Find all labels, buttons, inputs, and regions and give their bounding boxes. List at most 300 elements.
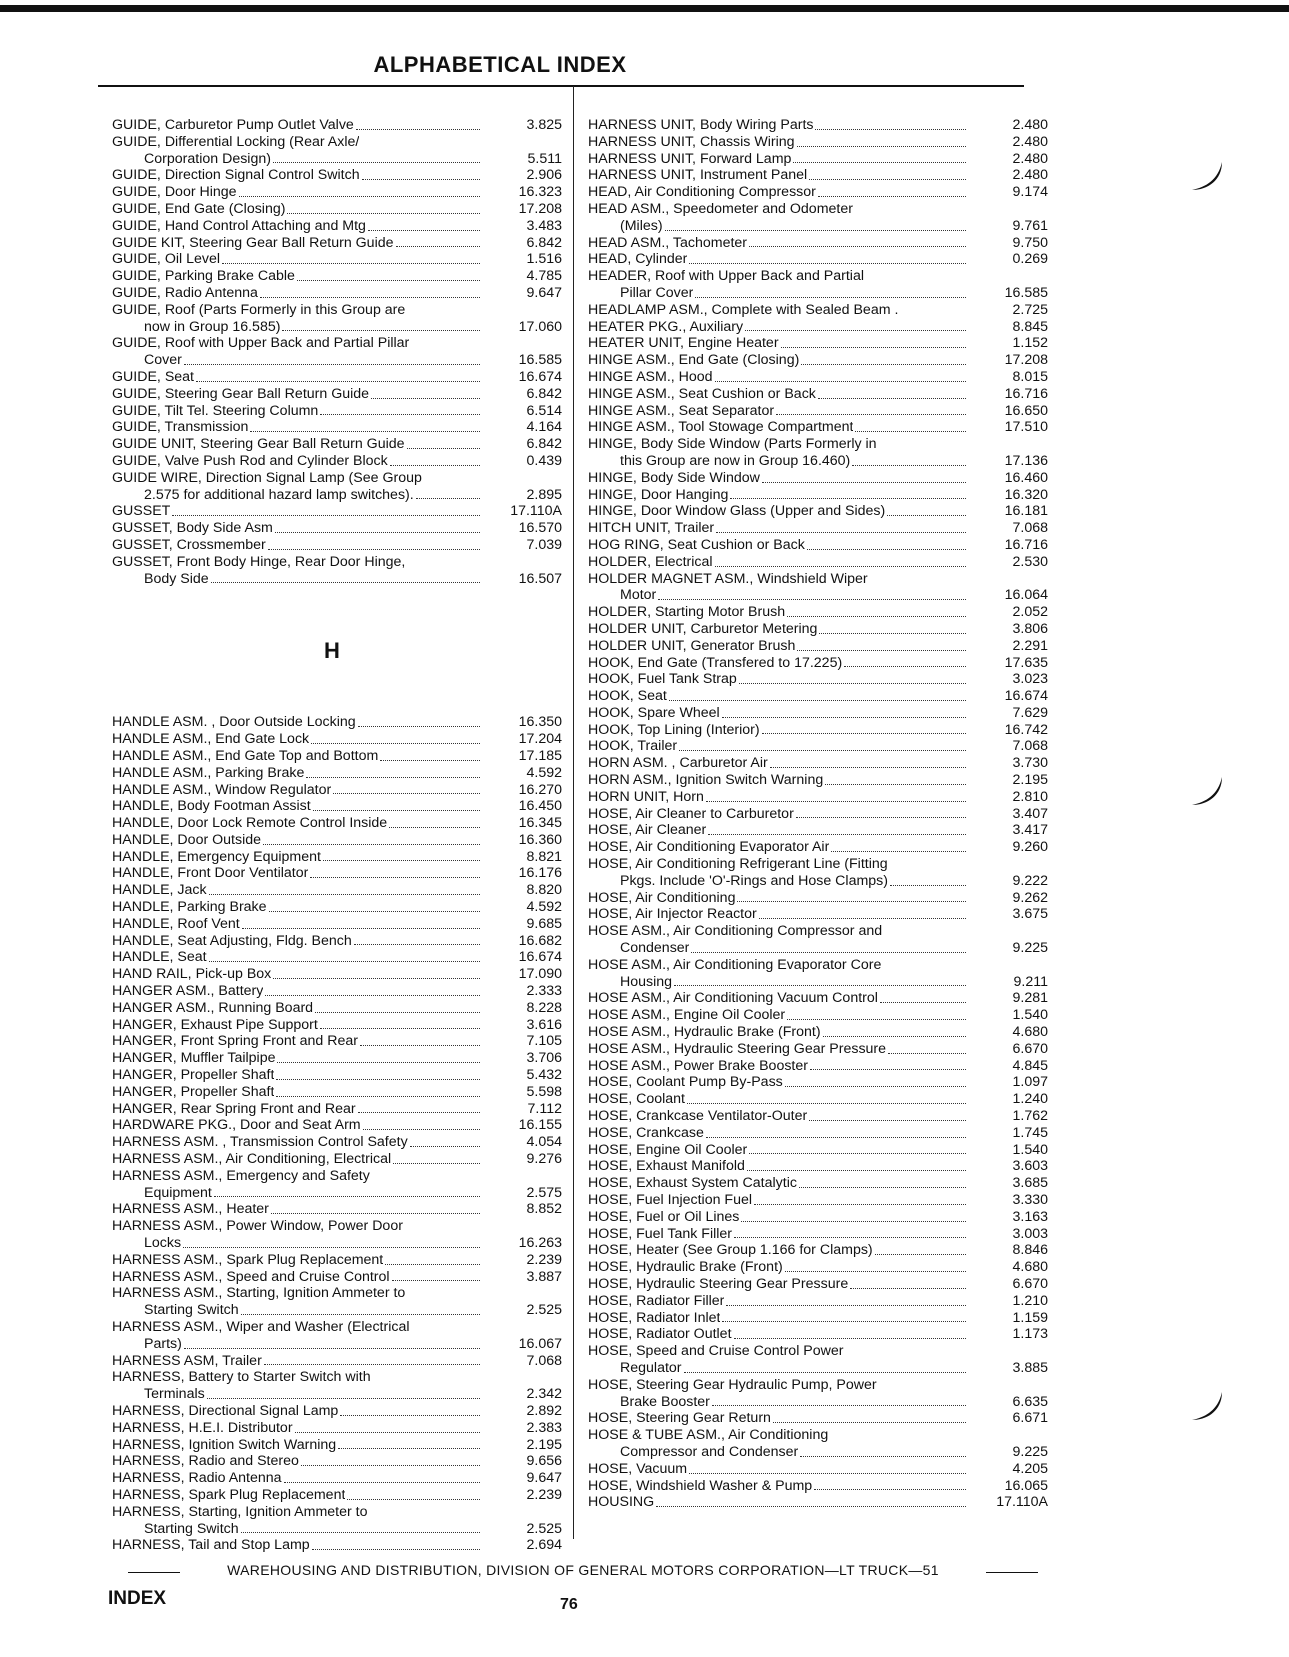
index-entry <box>588 688 1048 705</box>
index-entry <box>588 1310 1048 1327</box>
index-entry <box>588 151 1048 168</box>
entry-text: HORN UNIT, Horn <box>588 788 704 805</box>
dot-leader <box>815 128 966 130</box>
group-number: 2.195 <box>1012 772 1048 789</box>
dot-leader <box>823 1035 966 1037</box>
entry-text: HOOK, Spare Wheel <box>588 704 720 721</box>
dot-leader <box>311 742 480 744</box>
index-entry <box>112 1218 562 1235</box>
index-entry <box>588 705 1048 722</box>
entry-text: HOSE, Hydraulic Steering Gear Pressure <box>588 1275 849 1292</box>
entry-text: GUIDE, Door Hinge <box>112 184 237 201</box>
dot-leader <box>715 380 966 382</box>
dot-leader <box>844 665 966 667</box>
dot-leader <box>358 725 480 727</box>
dot-leader <box>787 615 966 617</box>
entry-text: HINGE ASM., Seat Separator <box>588 402 775 419</box>
group-number: 2.906 <box>526 167 562 184</box>
entry-text: HOOK, Seat <box>588 688 667 705</box>
dot-leader <box>416 497 480 499</box>
dot-leader <box>831 850 966 852</box>
dot-leader <box>333 792 480 794</box>
group-number: 2.575 <box>526 1184 562 1201</box>
group-number: 2.480 <box>1012 150 1048 167</box>
entry-text: GUIDE, Valve Push Rod and Cylinder Block <box>112 452 388 469</box>
entry-text: HOLDER MAGNET ASM., Windshield Wiper <box>588 570 868 587</box>
index-entry <box>112 1504 562 1521</box>
entry-text: HEAD ASM., Tachometer <box>588 234 748 251</box>
entry-text: HANDLE, Seat <box>112 949 207 966</box>
index-entry <box>112 1101 562 1118</box>
dot-leader <box>242 927 480 929</box>
group-number: 2.525 <box>526 1302 562 1319</box>
dot-leader <box>706 800 966 802</box>
dot-leader <box>372 1180 480 1181</box>
group-number: 17.510 <box>1004 419 1048 436</box>
entry-text: GUIDE, Seat <box>112 368 195 385</box>
entry-text: HOSE, Radiator Inlet <box>588 1309 721 1326</box>
group-number: 4.164 <box>526 419 562 436</box>
group-number: 1.540 <box>1012 1141 1048 1158</box>
dot-leader <box>260 296 480 298</box>
dot-leader <box>369 1516 480 1517</box>
index-entry <box>588 822 1048 839</box>
entry-text: HINGE ASM., Hood <box>588 368 713 385</box>
title-rule <box>98 85 1024 87</box>
index-entry <box>112 184 562 201</box>
index-entry <box>588 302 1048 319</box>
entry-text: HANDLE ASM., Parking Brake <box>112 764 305 781</box>
dot-leader <box>184 363 480 365</box>
index-entry <box>112 1453 562 1470</box>
dot-leader <box>284 1481 480 1483</box>
group-number: 5.511 <box>527 150 562 167</box>
group-number: 5.598 <box>526 1083 562 1100</box>
index-entry <box>588 1461 1048 1478</box>
group-number: 0.439 <box>526 452 562 469</box>
dot-leader <box>773 1421 966 1423</box>
dot-leader <box>389 826 480 828</box>
group-number: 3.330 <box>1012 1192 1048 1208</box>
dot-leader <box>852 464 966 466</box>
entry-text: GUIDE, Tilt Tel. Steering Column <box>112 402 319 419</box>
group-number: 2.383 <box>526 1419 562 1436</box>
index-entry <box>588 1024 1048 1041</box>
group-number: 16.360 <box>518 831 562 848</box>
group-number: 2.810 <box>1012 788 1048 805</box>
index-entry <box>588 604 1048 621</box>
group-number: 16.064 <box>1004 587 1048 604</box>
entry-text: GUIDE, Roof (Parts Formerly in this Group are <box>112 301 406 318</box>
group-number: 2.333 <box>526 983 562 1000</box>
group-number: 1.173 <box>1012 1326 1048 1343</box>
index-entry <box>588 990 1048 1007</box>
group-number: 16.323 <box>518 184 562 201</box>
dot-leader <box>368 229 480 231</box>
entry-text: HANDLE, Parking Brake <box>112 899 267 916</box>
group-number: 6.670 <box>1012 1275 1048 1292</box>
index-entry <box>588 890 1048 907</box>
dot-leader <box>407 566 480 567</box>
dot-leader <box>338 1447 480 1449</box>
index-entry <box>588 1108 1048 1125</box>
index-entry <box>112 1302 562 1319</box>
index-entry <box>588 352 1048 369</box>
dot-leader <box>407 1297 480 1298</box>
entry-text: HOSE ASM., Hydraulic Brake (Front) <box>588 1024 821 1041</box>
group-number: 0.269 <box>1012 251 1048 268</box>
index-entry <box>588 1410 1048 1427</box>
entry-text: Condenser <box>620 940 690 957</box>
dot-leader <box>807 548 966 550</box>
index-entry <box>588 1326 1048 1343</box>
dot-leader <box>340 1414 480 1416</box>
entry-text: HINGE ASM., Tool Stowage Compartment <box>588 419 854 436</box>
group-number: 8.852 <box>526 1201 562 1218</box>
group-number: 16.065 <box>1004 1477 1048 1494</box>
dot-leader <box>656 1505 966 1507</box>
index-list-guide-gusset <box>112 117 562 587</box>
index-entry <box>588 1226 1048 1243</box>
dot-leader <box>669 699 966 701</box>
dot-leader <box>241 1313 480 1315</box>
dot-leader <box>818 195 966 197</box>
index-entry <box>112 815 562 832</box>
group-number: 16.585 <box>518 352 562 369</box>
group-number: 7.112 <box>527 1100 562 1117</box>
index-entry <box>112 1470 562 1487</box>
dot-leader <box>268 548 480 550</box>
dot-leader <box>222 262 480 264</box>
entry-text: HARNESS UNIT, Body Wiring Parts <box>588 117 814 133</box>
dot-leader <box>762 481 966 483</box>
entry-text: HARNESS, Tail and Stop Lamp <box>112 1537 310 1554</box>
index-entry <box>112 218 562 235</box>
dot-leader <box>787 1018 966 1020</box>
dot-leader <box>196 380 480 382</box>
entry-text: HINGE, Body Side Window (Parts Formerly in <box>588 436 877 453</box>
entry-text: Body Side <box>144 570 209 587</box>
index-entry <box>588 1276 1048 1293</box>
group-number: 2.480 <box>1012 133 1048 150</box>
dot-leader <box>658 598 966 600</box>
dot-leader <box>172 514 480 516</box>
index-entry <box>112 470 562 487</box>
dot-leader <box>347 1498 480 1500</box>
footer-label: INDEX <box>108 1588 167 1609</box>
entry-text: HANDLE ASM., Window Regulator <box>112 781 332 798</box>
entry-text: HARNESS, H.E.I. Distributor <box>112 1419 293 1436</box>
index-entry <box>112 201 562 218</box>
index-entry <box>588 722 1048 739</box>
dot-leader <box>358 1111 480 1113</box>
dot-leader <box>410 1145 480 1147</box>
entry-text: HANDLE ASM., End Gate Lock <box>112 731 310 748</box>
group-number: 3.603 <box>1012 1158 1048 1175</box>
column-divider <box>573 86 574 1539</box>
group-number: 16.320 <box>1004 486 1048 503</box>
group-number: 9.276 <box>526 1151 562 1168</box>
entry-text: Equipment <box>144 1184 212 1201</box>
group-number: 3.730 <box>1012 755 1048 772</box>
index-entry <box>112 520 562 537</box>
dot-leader <box>737 900 966 902</box>
index-entry <box>588 873 1048 890</box>
entry-text: HOSE, Air Cleaner <box>588 822 707 839</box>
index-entry <box>588 571 1048 588</box>
entry-text: HARNESS ASM., Emergency and Safety <box>112 1167 370 1184</box>
index-entry <box>112 1521 562 1538</box>
group-number: 9.750 <box>1012 234 1048 251</box>
group-number: 6.635 <box>1012 1393 1048 1410</box>
dot-leader <box>287 212 480 214</box>
dot-leader <box>800 1455 966 1457</box>
dot-leader <box>689 262 966 264</box>
entry-text: HOSE & TUBE ASM., Air Conditioning <box>588 1427 829 1444</box>
group-number: 3.887 <box>526 1268 562 1285</box>
index-entry <box>112 849 562 866</box>
index-entry <box>112 1117 562 1134</box>
group-number: 1.762 <box>1012 1108 1048 1125</box>
index-entry <box>112 1319 562 1336</box>
dot-leader <box>879 448 966 449</box>
index-entry <box>112 765 562 782</box>
index-entry <box>112 731 562 748</box>
index-entry <box>112 1252 562 1269</box>
dot-leader <box>870 582 966 583</box>
group-number: 3.417 <box>1012 822 1048 839</box>
index-entry <box>588 403 1048 420</box>
group-number: 17.110A <box>510 503 562 520</box>
group-number: 16.716 <box>1004 385 1048 402</box>
index-entry <box>112 268 562 285</box>
index-entry <box>588 1242 1048 1259</box>
entry-text: HARNESS ASM., Heater <box>112 1201 269 1218</box>
dot-leader <box>793 161 966 163</box>
dot-leader <box>265 994 480 996</box>
dot-leader <box>250 430 480 432</box>
group-number: 9.262 <box>1012 889 1048 906</box>
entry-text: GUIDE KIT, Steering Gear Ball Return Guide <box>112 234 394 251</box>
index-entry <box>112 1168 562 1185</box>
entry-text: GUIDE UNIT, Steering Gear Ball Return Guide <box>112 436 405 453</box>
entry-text: HARNESS, Radio and Stereo <box>112 1453 299 1470</box>
dot-leader <box>301 1464 480 1466</box>
index-entry <box>588 470 1048 487</box>
dot-leader <box>405 1230 480 1231</box>
dot-leader <box>785 1270 966 1272</box>
dot-leader <box>320 413 480 415</box>
dot-leader <box>263 843 480 845</box>
group-number: 4.592 <box>526 764 562 781</box>
dot-leader <box>407 447 480 449</box>
entry-text: GUIDE, Carburetor Pump Outlet Valve <box>112 117 354 133</box>
dot-leader <box>361 146 480 147</box>
group-number: 17.208 <box>518 200 562 217</box>
dot-leader <box>209 893 480 895</box>
dot-leader <box>695 296 966 298</box>
dot-leader <box>819 632 966 634</box>
dot-leader <box>356 128 480 130</box>
entry-text: GUIDE, Transmission <box>112 419 249 436</box>
dot-leader <box>276 1078 480 1080</box>
entry-text: HARNESS ASM., Wiper and Washer (Electrical <box>112 1319 410 1335</box>
dot-leader <box>396 245 480 247</box>
entry-text: Housing <box>620 973 673 990</box>
group-number: 3.163 <box>1012 1208 1048 1225</box>
group-number: 7.068 <box>526 1352 562 1369</box>
dot-leader <box>716 531 966 533</box>
entry-text: HINGE, Door Hanging <box>588 486 729 503</box>
entry-text: HOSE, Steering Gear Hydraulic Pump, Power <box>588 1376 877 1393</box>
dot-leader <box>390 464 480 466</box>
entry-text: HOUSING <box>588 1494 655 1511</box>
dot-leader <box>715 565 966 567</box>
index-entry <box>112 748 562 765</box>
left-column <box>112 117 562 1554</box>
group-number: 16.650 <box>1004 402 1048 419</box>
entry-text: HOSE, Coolant Pump By-Pass <box>588 1074 783 1091</box>
entry-text: HARNESS ASM. , Transmission Control Safety <box>112 1134 408 1151</box>
entry-text: HOSE, Engine Oil Cooler <box>588 1141 748 1158</box>
index-entry <box>588 251 1048 268</box>
dot-leader <box>745 329 966 331</box>
entry-text: HEADLAMP ASM., Complete with Sealed Beam . <box>588 301 899 318</box>
entry-text: HORN ASM., Ignition Switch Warning <box>588 772 824 789</box>
index-entry <box>112 882 562 899</box>
group-number: 16.067 <box>518 1335 562 1352</box>
entry-text: GUIDE, Radio Antenna <box>112 284 258 301</box>
entry-text: HOSE ASM., Hydraulic Steering Gear Pressure <box>588 1040 887 1057</box>
index-entry <box>588 554 1048 571</box>
entry-text: (Miles) <box>620 217 663 234</box>
index-entry <box>112 302 562 319</box>
group-number: 16.585 <box>1004 284 1048 301</box>
index-entry <box>588 1293 1048 1310</box>
dot-leader <box>734 1337 966 1339</box>
group-number: 16.350 <box>518 714 562 731</box>
entry-text: Pkgs. Include 'O'-Rings and Hose Clamps) <box>620 872 888 889</box>
index-entry <box>112 1235 562 1252</box>
index-entry <box>588 856 1048 873</box>
dot-leader <box>691 951 966 953</box>
entry-text: GUIDE, Oil Level <box>112 251 221 268</box>
index-list-harness-housing <box>588 117 1048 1511</box>
dot-leader <box>706 1136 966 1138</box>
dot-leader <box>785 1085 966 1087</box>
index-entry <box>588 1377 1048 1394</box>
index-entry <box>588 1007 1048 1024</box>
index-entry <box>588 117 1048 134</box>
index-entry <box>588 587 1048 604</box>
group-number: 3.616 <box>526 1016 562 1033</box>
group-number: 1.152 <box>1012 335 1048 352</box>
entry-text: Regulator <box>620 1359 682 1376</box>
dot-leader <box>900 314 966 315</box>
entry-text: GUIDE, Steering Gear Ball Return Guide <box>112 385 370 402</box>
index-entry <box>588 621 1048 638</box>
index-entry <box>112 1033 562 1050</box>
dot-leader <box>879 1389 966 1390</box>
index-entry <box>112 1437 562 1454</box>
dot-leader <box>275 531 480 533</box>
group-number: 1.540 <box>1012 1007 1048 1024</box>
group-number: 2.239 <box>526 1251 562 1268</box>
dot-leader <box>708 833 966 835</box>
entry-text: HOSE, Radiator Outlet <box>588 1326 732 1343</box>
dot-leader <box>360 1044 480 1046</box>
dot-leader <box>741 1220 966 1222</box>
entry-text: GUSSET, Body Side Asm <box>112 520 273 537</box>
dot-leader <box>797 649 966 651</box>
dot-leader <box>239 195 480 197</box>
dot-leader <box>312 1548 480 1550</box>
dot-leader <box>674 984 966 986</box>
group-number: 8.821 <box>526 848 562 865</box>
group-number: 6.842 <box>526 385 562 402</box>
entry-text: HOLDER UNIT, Generator Brush <box>588 637 796 654</box>
entry-text: HOSE, Windshield Washer & Pump <box>588 1477 813 1494</box>
dot-leader <box>797 145 966 147</box>
group-number: 7.068 <box>1012 520 1048 537</box>
section-letter: H <box>324 638 340 664</box>
index-entry <box>112 1067 562 1084</box>
index-entry <box>588 436 1048 453</box>
index-entry <box>112 134 562 151</box>
dot-leader <box>801 363 966 365</box>
dot-leader <box>209 960 480 962</box>
binder-hole-mark-icon <box>1188 160 1228 196</box>
index-entry <box>588 134 1048 151</box>
entry-text: GUIDE, Roof with Upper Back and Partial Pillar <box>112 335 410 352</box>
entry-text: GUIDE, Hand Control Attaching and Mtg <box>112 217 366 234</box>
dot-leader <box>825 783 966 785</box>
entry-text: GUSSET, Front Body Hinge, Rear Door Hinge, <box>112 553 406 570</box>
entry-text: HANDLE ASM. , Door Outside Locking <box>112 714 356 731</box>
entry-text: HARNESS ASM., Power Window, Power Door <box>112 1218 403 1235</box>
dot-leader <box>407 314 480 315</box>
group-number: 1.097 <box>1012 1074 1048 1091</box>
index-entry <box>588 235 1048 252</box>
entry-text: HOSE, Steering Gear Return <box>588 1410 771 1427</box>
group-number: 9.211 <box>1013 973 1048 990</box>
index-entry <box>588 1125 1048 1142</box>
entry-text: HORN ASM. , Carburetor Air <box>588 755 768 772</box>
entry-text: HOSE ASM., Air Conditioning Compressor and <box>588 923 883 940</box>
entry-text: HEATER UNIT, Engine Heater <box>588 335 779 352</box>
group-number: 7.105 <box>526 1033 562 1050</box>
index-entry <box>588 1444 1048 1461</box>
dot-leader <box>883 969 966 970</box>
dot-leader <box>866 280 966 281</box>
dot-leader <box>264 1363 480 1365</box>
dot-leader <box>380 759 480 761</box>
index-entry <box>588 369 1048 386</box>
group-number: 1.159 <box>1012 1309 1048 1326</box>
index-entry <box>588 520 1048 537</box>
entry-text: Terminals <box>144 1386 205 1403</box>
dot-leader <box>411 347 480 348</box>
group-number: 1.516 <box>526 251 562 268</box>
index-entry <box>112 1151 562 1168</box>
entry-text: Locks <box>144 1235 182 1252</box>
dot-leader <box>354 943 480 945</box>
index-entry <box>112 1134 562 1151</box>
index-entry <box>112 949 562 966</box>
index-entry <box>112 1017 562 1034</box>
dot-leader <box>734 1236 966 1238</box>
dot-leader <box>712 1404 966 1406</box>
